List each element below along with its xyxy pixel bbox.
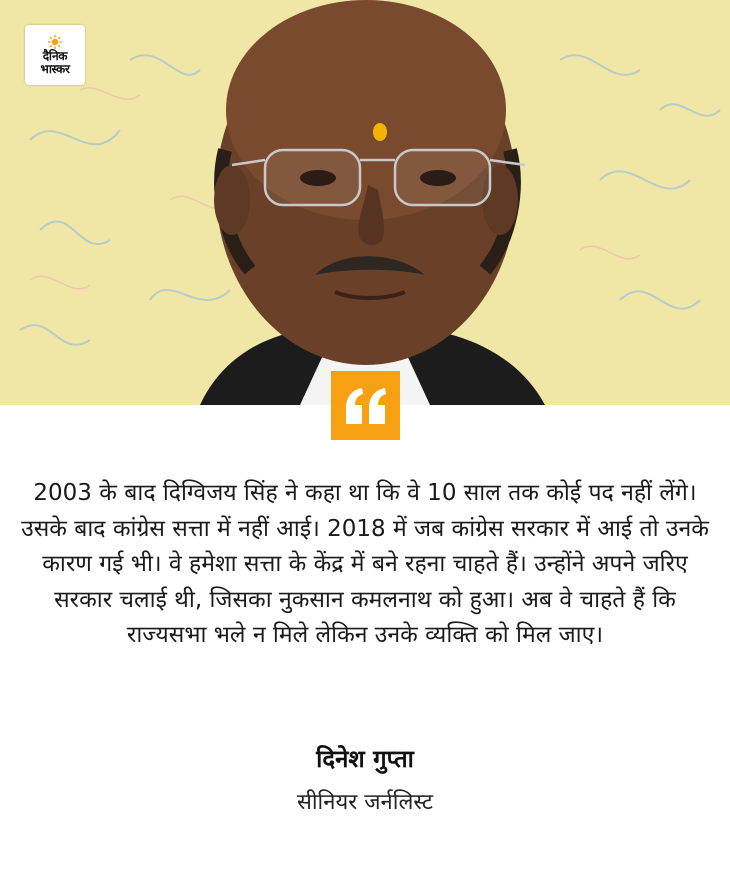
logo-text-line1: दैनिक <box>42 48 68 63</box>
portrait-photo <box>0 0 730 405</box>
sun-icon <box>48 35 62 49</box>
author-role: सीनियर जर्नलिस्ट <box>296 790 434 815</box>
dainik-bhaskar-logo <box>25 25 85 85</box>
quote-text: 2003 के बाद दिग्विजय सिंह ने कहा था कि वे 10 साल तक कोई पद नहीं लेंगे। उसके बाद कांग्रेस सत्ता में नहीं आई। 2018 में जब कांग्रेस सरकार में आई तो उनके कारण गई भी। वे हमेशा सत्ता के केंद्र में बने रहना चाहते हैं। उन्होंने अपने जरिए सरकार चलाई थी, जिसका नुकसान कमलनाथ को हुआ। अब वे चाहते हैं कि राज्यसभा भले न मिले लेकिन उनके व्यक्ति को मिल जाए। <box>21 480 709 648</box>
quote-badge <box>331 371 400 440</box>
logo-text-line2: भास्कर <box>40 61 70 76</box>
author-name: दिनेश गुप्ता <box>316 745 414 773</box>
quote-icon <box>343 386 389 426</box>
